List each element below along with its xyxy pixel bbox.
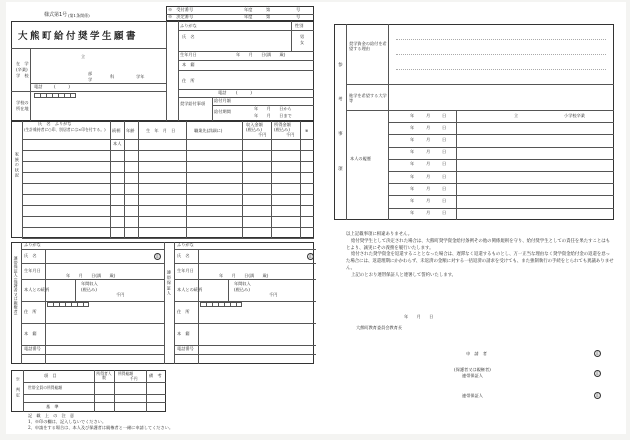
dai-label-2: 第 [266, 14, 271, 19]
amount-label: 給付月額 [214, 98, 231, 103]
guarantor-left-birth-value[interactable]: 年 月 日(満 歳) [66, 273, 116, 278]
history-year: 年 [410, 161, 415, 167]
guarantor-left-birth-label: 生年月日 [24, 267, 41, 273]
judge-col-income-unit: 千円 [130, 376, 138, 381]
family-row-line [22, 172, 314, 173]
guarantor-right-birth-value[interactable]: 年 月 日(満 歳) [219, 273, 269, 278]
period-from[interactable]: 年 月 日から [254, 105, 292, 111]
family-section-label: 家族の状況 [14, 152, 20, 178]
history-day: 日 [442, 210, 447, 216]
reason-rule-line [396, 54, 606, 55]
history-row-line [388, 208, 614, 209]
school-suffix: 立 [81, 54, 86, 59]
family-row-line [22, 216, 314, 217]
family-col-age: 年齢 [126, 128, 135, 133]
history-day: 日 [442, 112, 447, 118]
guarantor-left-row-line [21, 354, 164, 355]
school-location-label-2: 所在地 [16, 106, 29, 111]
scholarship-items-label: 奨学給付事項 [180, 101, 206, 106]
judge-standard: 基 準 [46, 404, 59, 409]
guarantor-right-postal-code[interactable] [200, 302, 242, 307]
judge-col-remark: 備 考 [149, 373, 162, 378]
guarantor-right-address-label: 住 所 [177, 308, 190, 314]
history-month: 月 [426, 112, 431, 118]
history-row-line [388, 183, 614, 184]
family-row-line [22, 194, 314, 195]
guarantor-right-relation-sep [228, 279, 229, 301]
form-title: 大熊町給付奨学生願書 [18, 31, 139, 42]
guarantor-right-furigana-label: ふりがな [177, 242, 194, 247]
guarantor-right-honseki-label: 本 籍 [177, 330, 190, 336]
guarantor-left-income-sub: (税込み) [81, 287, 97, 292]
notes-title: 記 載 上 の 注 意 [28, 413, 75, 418]
history-day: 日 [442, 124, 447, 130]
history-year: 年 [410, 112, 415, 118]
history-month: 月 [426, 185, 431, 191]
sign-guarantor-label: 連帯保証人 [462, 393, 483, 398]
period-to[interactable]: 年 月 日まで [254, 112, 292, 118]
sex-male: 男 [300, 34, 305, 39]
history-year: 年 [410, 149, 415, 155]
guarantor-left-income-label: 年間収入 [81, 281, 98, 286]
history-day: 日 [442, 197, 447, 203]
family-col-name: 氏 名 ふりがな [38, 121, 72, 126]
judge-col-income-total: 所得総額 [118, 371, 134, 376]
school-location-label-1: 学校の [16, 100, 29, 105]
school-phone-paren: ( ) [54, 84, 70, 89]
guarantor-right-row-line [174, 249, 317, 250]
family-col-name-sub: (生計維持者に○印、別居者には×印を付する。) [24, 127, 106, 132]
guarantor-left-row-line [21, 249, 164, 250]
family-col-income-sub: (税込み) [246, 127, 262, 132]
sex-female: 女 [300, 40, 305, 45]
family-row-line [22, 183, 314, 184]
judge-side-label: ※ 判定 [15, 377, 21, 398]
family-col-relation: 続柄 [112, 128, 121, 133]
history-month: 月 [426, 124, 431, 130]
gakka-label: 学 [88, 77, 93, 82]
guarantor-right-phone-label: 電話番号 [177, 346, 194, 351]
judge-target: 世帯全員の所得総額 [28, 385, 63, 390]
pledge-p2: 給付奨学生として決定された場合は、大熊町奨学資金給付条例その他の関係規則を守り、給付奨学生としての責任を果たすことはもとより、誠実にその義務を履行いたします。 [346, 238, 611, 251]
application-form-left-page [6, 2, 316, 434]
history-day: 日 [442, 136, 447, 142]
received-label: ※ 受付番号 [168, 6, 194, 12]
header-phone-paren: ( ) [236, 89, 252, 95]
history-year: 年 [410, 210, 415, 216]
judge-col-income-person: 所得者人数 [96, 371, 112, 381]
family-col-tax-sub: (税込み) [274, 127, 290, 132]
guarantor-right-income-unit: 千円 [269, 292, 278, 297]
school-postal-code[interactable] [34, 93, 76, 98]
judge-table [11, 370, 166, 412]
family-row-line [22, 238, 314, 239]
header-furigana-label: ふりがな [180, 23, 197, 28]
guarantor-left-row-line [21, 345, 164, 346]
history-month: 月 [426, 210, 431, 216]
guarantor-right-name-label: 氏 名 [177, 252, 190, 258]
guarantor-right-income-sub: (税込み) [234, 287, 250, 292]
sign-guardian-label-2: 連帯保証人 [462, 373, 483, 378]
address-label: 住 所 [182, 78, 195, 83]
pledge-p3: 給付された奨学資金を返還することとなった場合は、遅滞なく返還するものとし、万一正当な理由なく奨学資金給付金の返還を怠った場合には、返還理期にかかわらず、未返済の金額に対する一括返済の請求を受けても、また強制執行の手続をとられても異議ありません。 [346, 252, 614, 272]
guarantor-left-postal-code[interactable] [47, 302, 89, 307]
reason-rule-line [396, 39, 606, 40]
history-year: 年 [410, 173, 415, 179]
history-label: 本人の履歴 [350, 156, 371, 161]
birth-label: 生年月日 [180, 52, 197, 57]
header-phone-label: 電話 [218, 89, 227, 95]
go-label-2: 号 [296, 14, 301, 19]
guarantor-right-row-line [174, 323, 317, 324]
history-row-line [388, 159, 614, 160]
form-number: 様式第1号 [44, 12, 68, 18]
family-row-line [22, 161, 314, 162]
seal-icon-guardian: 印 [595, 371, 600, 376]
dai-label-1: 第 [266, 6, 271, 12]
history-month: 月 [426, 149, 431, 155]
history-year: 年 [410, 185, 415, 191]
history-year: 年 [410, 124, 415, 130]
history-year: 年 [410, 197, 415, 203]
school-label-in: 在 学 [16, 61, 29, 66]
guarantor-left-name-label: 氏 名 [24, 252, 37, 258]
pledge-text [346, 232, 614, 280]
family-col-tax-unit: 千円 [286, 132, 295, 137]
history-row-line [388, 122, 614, 123]
guarantor-left-income-unit: 千円 [116, 292, 125, 297]
guarantor-left-phone-label: 電話番号 [24, 346, 41, 351]
seal-icon-applicant: 印 [595, 351, 600, 356]
history-row-line [388, 147, 614, 148]
history-row-line [388, 195, 614, 196]
period-label: 給付期間 [214, 109, 231, 114]
history-row-line [388, 134, 614, 135]
guarantor-right-row-line [174, 279, 317, 280]
era-label-1: 年度 [244, 6, 253, 12]
guarantor-right-birth-label: 生年月日 [177, 267, 194, 273]
guarantor-left-row-line [21, 301, 164, 302]
guarantor-left-address-label: 住 所 [24, 308, 37, 314]
dept-label: 部 [88, 71, 93, 76]
history-elem-grad: 小学校卒業 [564, 112, 585, 118]
birth-value[interactable]: 年 月 日(満 歳) [236, 52, 286, 57]
year-label: 学年 [136, 74, 145, 79]
family-col-income-unit: 千円 [258, 132, 267, 137]
family-col-note: ※ [305, 128, 309, 133]
form-number-sub: (第1条関係) [68, 12, 90, 18]
guarantor-right-row-line [174, 301, 317, 302]
history-month: 月 [426, 136, 431, 142]
reason-rule-line [396, 69, 606, 70]
sign-guardian-label-1: (保護者又は親権者) [454, 367, 491, 372]
guarantor-left-row-line [21, 323, 164, 324]
guarantor-right-income-label: 年間収入 [234, 281, 251, 286]
guarantor-right-row-line [174, 263, 317, 264]
notes-2: 2、申請をする場合は、本人及び保護者は親権者と一緒に申請してください。 [28, 425, 174, 430]
application-form-right-page [316, 2, 626, 434]
guarantor-left-furigana-label: ふりがな [24, 242, 41, 247]
history-row-line [388, 171, 614, 172]
history-month: 月 [426, 197, 431, 203]
family-col-birth: 生 年 月 日 [146, 128, 176, 133]
school-phone-label: 電話 [34, 84, 43, 89]
guarantor-left-seal-icon: 印 [155, 254, 160, 259]
guarantor-left-row-line [21, 263, 164, 264]
univ-label: 進学を希望する大学等 [349, 93, 387, 103]
pledge-date[interactable]: 年 月 日 [404, 314, 434, 319]
family-self-label: 本人 [113, 141, 122, 146]
judge-col-item: 項 目 [44, 373, 57, 378]
guarantor-right-side-label: 連帯保証人 [166, 270, 172, 296]
history-day: 日 [442, 161, 447, 167]
history-month: 月 [426, 161, 431, 167]
guarantor-left-col-line [45, 249, 46, 364]
reason-label: 奨学資金の給付を希望する理由 [349, 41, 387, 51]
guarantor-right-relation-label: 本人との続柄 [177, 286, 203, 292]
honseki-label: 本 籍 [182, 62, 195, 67]
reference-side-label: 参考事項 [337, 62, 343, 201]
guarantor-left-relation-label: 本人との続柄 [24, 286, 50, 292]
school-label-grad: (卒業) [16, 67, 28, 72]
go-label-1: 号 [296, 6, 301, 12]
guarantor-left-honseki-label: 本 籍 [24, 330, 37, 336]
history-month: 月 [426, 173, 431, 179]
family-col-income: 収入金額 [246, 122, 263, 127]
history-year: 年 [410, 136, 415, 142]
guarantor-right-row-line [174, 354, 317, 355]
pledge-p1: 以上記載事項に相違ありません。 [346, 232, 413, 237]
header-name-label: 氏 名 [182, 34, 195, 39]
guarantor-right-col-line [198, 249, 199, 364]
major-label: 科 [110, 74, 115, 79]
guarantor-left-relation-sep [75, 279, 76, 301]
family-row-line [22, 205, 314, 206]
history-day: 日 [442, 185, 447, 191]
guarantor-left-side-label: 連帯保証人(保護者又は親権者) [13, 256, 19, 316]
history-ritsu: 立 [514, 112, 519, 118]
guarantor-right-seal-icon: 印 [308, 254, 313, 259]
notes-1: 1、※印の欄は、記入しないでください。 [28, 419, 107, 424]
family-row-line [22, 227, 314, 228]
family-col-occupation: 職業先(詳細に) [194, 128, 223, 133]
guarantor-left-row-line [21, 279, 164, 280]
sign-applicant-label: 申 請 者 [466, 351, 487, 356]
era-label-2: 年度 [244, 14, 253, 19]
pledge-p4: 上記のとおり連帯保証人と連署して誓約いたします。 [351, 272, 457, 278]
history-day: 日 [442, 149, 447, 155]
guarantor-right-row-line [174, 345, 317, 346]
pledge-addressee: 大熊町教育委員会教育長 [356, 325, 403, 330]
seal-icon-guarantor: 印 [595, 393, 600, 398]
sex-label: 性別 [295, 23, 304, 28]
school-label-school: 学 校 [16, 73, 29, 78]
history-day: 日 [442, 173, 447, 179]
decided-label: ※ 決定番号 [168, 14, 194, 19]
family-row-line [22, 150, 314, 151]
family-col-tax: 所得金額 [274, 122, 291, 127]
